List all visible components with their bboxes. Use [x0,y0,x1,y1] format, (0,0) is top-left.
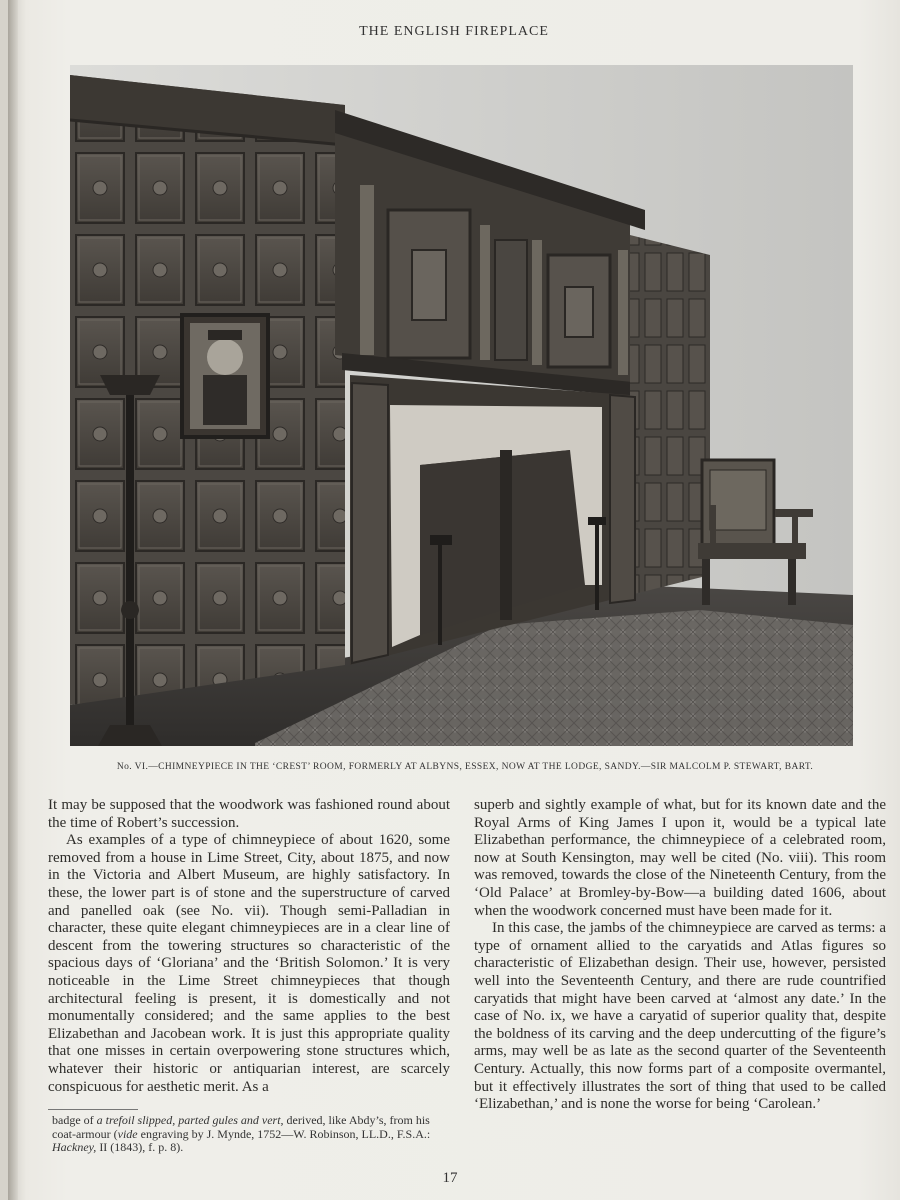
footnote-rule [48,1109,138,1110]
running-head: THE ENGLISH FIREPLACE [359,24,549,39]
page-number: 17 [442,1170,458,1186]
footnote-text: badge of [52,1113,97,1127]
paragraph: superb and sightly example of what, but for its known date and the Royal Arms of King James I upon it, would be a typical late Elizabethan performance, the chimneypiece of a celebrated room, now at South Kensington, may well be cited (No. viii). This room was removed, towards the close of the Nineteenth Century, from the ‘Old Palace’ at Bromley-by-Bow—a building dated 1606, about when the woodwork concerned must have been made for it. [474,797,886,919]
paragraph: In this case, the jambs of the chimneypiece are carved as terms: a type of ornament allied to the caryatids and Atlas figures so characteristic of Elizabethan design. Their use, however, persisted well into the Seventeenth Century, and there are rude countrified caryatids that might have been carved at ‘almost any date.’ In the case of No. ix, we have a caryatid of superior quality that, despite the boldness of its carving and the deep undercutting of the figure’s arms, may well be as late as the second quarter of the Seventeenth Century. Actually, this now forms part of a composite overmantel, but it effectively illustrates the sort of thing that used to be called ‘Elizabethan,’ and is none the worse for being ‘Carolean.’ [474,920,886,1113]
footnote [52,1114,452,1155]
paragraph: It may be supposed that the woodwork was fashioned round about the time of Robert’s succession. [48,797,450,831]
footnote-italic: vide [117,1126,138,1141]
text-column-left [48,797,450,1096]
text-column-right [474,797,886,1114]
photo-illustration [70,65,853,746]
footnote-text: derived, like Abdy’s, from his coat-armour ( [52,1113,430,1141]
footnote-text: engraving by J. Mynde, 1752—W. Robinson, LL.D., F.S.A.: [137,1126,431,1141]
book-gutter [8,0,18,1200]
paragraph: As examples of a type of chimneypiece of about 1620, some removed from a house in Lime Street, City, about 1875, and now in the Victoria and Albert Museum, are highly satisfactory. In these, the lower part is of stone and the superstructure of carved and panelled oak (see No. vii). Though semi-Palladian in character, these quite elegant chimneypieces are in a clear line of descent from the towering structures so characteristic of the spacious days of ‘Gloriana’ and the ‘British Solomon.’ It is very noticeable in the Lime Street chimneypieces that though architectural feeling is present, it is domestically and not monumentally considered; and the same applies to the best Elizabethan and Jacobean work. It is just this appropriate quality that one misses in certain overpowering stone structures which, whatever their historic or antiquarian interest, are scarcely conspicuous for aesthetic merit. As a [48,832,450,1095]
photo-plate-chimneypiece [70,65,853,746]
plate-caption: No. VI.—CHIMNEYPIECE IN THE ‘CREST’ ROOM, FORMERLY AT ALBYNS, ESSEX, NOW AT THE LODGE, SANDY.—SIR MALCOLM P. STEWART, BART. [116,762,814,772]
footnote-italic: a trefoil slipped, parted gules and vert, [96,1113,284,1127]
footnote-text: II (1843), f. p. 8). [96,1140,184,1154]
footnote-italic: Hackney, [52,1140,97,1154]
